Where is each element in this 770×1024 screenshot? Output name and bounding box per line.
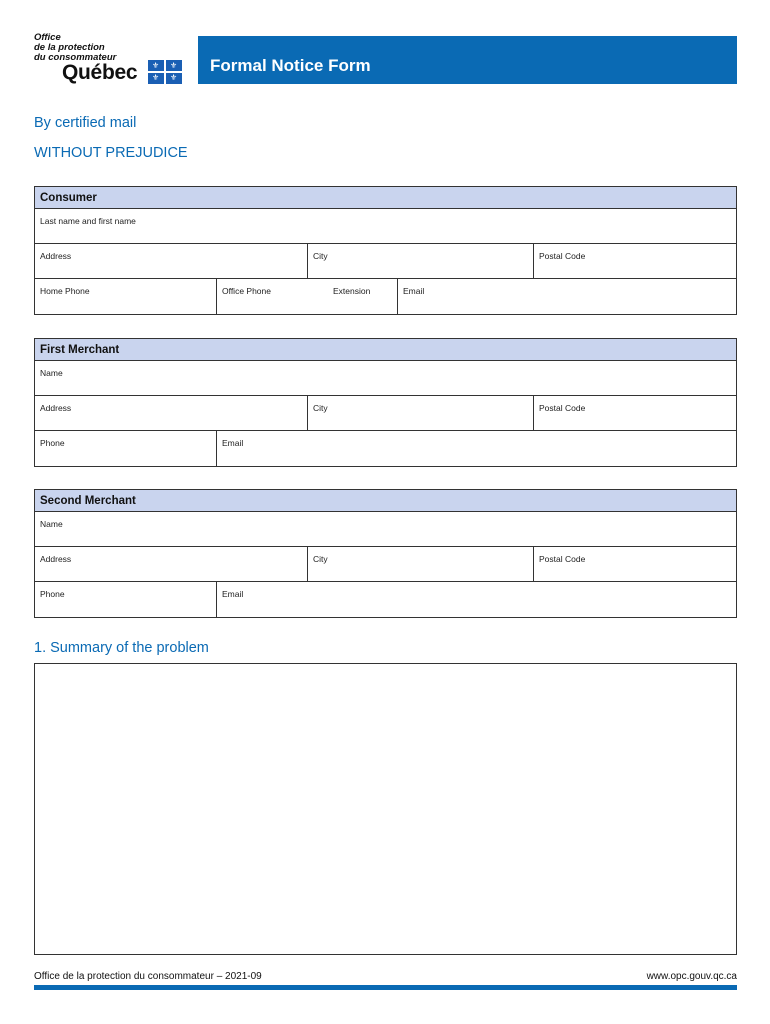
consumer-email-field[interactable] bbox=[397, 279, 738, 314]
first-merchant-contact-row bbox=[35, 431, 736, 466]
consumer-heading: Consumer bbox=[35, 187, 736, 209]
second-merchant-section bbox=[34, 489, 737, 618]
first-merchant-section bbox=[34, 338, 737, 467]
footer-website: www.opc.gouv.qc.ca bbox=[646, 971, 737, 982]
without-prejudice-text: WITHOUT PREJUDICE bbox=[34, 145, 188, 161]
footer-rule bbox=[34, 985, 737, 990]
first-merchant-name-field[interactable] bbox=[35, 361, 736, 395]
logo-line-office: Office bbox=[34, 32, 61, 43]
summary-title: 1. Summary of the problem bbox=[34, 640, 209, 656]
consumer-email-label: Email bbox=[403, 286, 425, 296]
second-merchant-name-label: Name bbox=[40, 519, 63, 529]
consumer-extension-field[interactable] bbox=[328, 279, 397, 314]
second-merchant-city-field[interactable] bbox=[307, 547, 533, 581]
second-merchant-address-row bbox=[35, 547, 736, 582]
first-merchant-name-row bbox=[35, 361, 736, 396]
second-merchant-email-label: Email bbox=[222, 589, 244, 599]
second-merchant-phone-field[interactable] bbox=[35, 582, 216, 617]
second-merchant-address-label: Address bbox=[40, 554, 72, 564]
logo-quebec: Québec bbox=[62, 61, 138, 84]
footer bbox=[34, 971, 737, 982]
second-merchant-city-label: City bbox=[313, 554, 328, 564]
opc-logo bbox=[34, 33, 194, 88]
page-title: Formal Notice Form bbox=[210, 56, 371, 75]
first-merchant-address-label: Address bbox=[40, 403, 72, 413]
consumer-postal-field[interactable] bbox=[533, 244, 738, 278]
consumer-extension-label: Extension bbox=[333, 286, 371, 296]
first-merchant-email-field[interactable] bbox=[216, 431, 738, 466]
fleurdelise-flag-icon: ⚜ ⚜ ⚜ ⚜ bbox=[148, 60, 182, 84]
consumer-section bbox=[34, 186, 737, 315]
logo-line-protection: de la protection bbox=[34, 42, 105, 53]
consumer-contact-row bbox=[35, 279, 736, 314]
consumer-postal-label: Postal Code bbox=[539, 251, 586, 261]
first-merchant-postal-label: Postal Code bbox=[539, 403, 586, 413]
first-merchant-address-row bbox=[35, 396, 736, 431]
consumer-office-phone-label: Office Phone bbox=[222, 286, 271, 296]
first-merchant-postal-field[interactable] bbox=[533, 396, 738, 430]
second-merchant-contact-row bbox=[35, 582, 736, 617]
consumer-name-label: Last name and first name bbox=[40, 216, 136, 226]
footer-left-text: Office de la protection du consommateur – 2021-09 bbox=[34, 971, 262, 982]
second-merchant-heading: Second Merchant bbox=[35, 490, 736, 512]
certified-mail-text: By certified mail bbox=[34, 115, 137, 131]
first-merchant-city-label: City bbox=[313, 403, 328, 413]
first-merchant-phone-field[interactable] bbox=[35, 431, 216, 466]
consumer-address-row bbox=[35, 244, 736, 279]
first-merchant-email-label: Email bbox=[222, 438, 244, 448]
consumer-address-field[interactable] bbox=[35, 244, 307, 278]
second-merchant-postal-field[interactable] bbox=[533, 547, 738, 581]
first-merchant-city-field[interactable] bbox=[307, 396, 533, 430]
second-merchant-email-field[interactable] bbox=[216, 582, 738, 617]
consumer-office-phone-field[interactable] bbox=[216, 279, 328, 314]
second-merchant-name-field[interactable] bbox=[35, 512, 736, 546]
consumer-name-field[interactable] bbox=[35, 209, 736, 243]
second-merchant-name-row bbox=[35, 512, 736, 547]
logo-line-consommateur: du consommateur bbox=[34, 52, 117, 63]
consumer-home-phone-field[interactable] bbox=[35, 279, 216, 314]
consumer-city-label: City bbox=[313, 251, 328, 261]
second-merchant-address-field[interactable] bbox=[35, 547, 307, 581]
title-banner bbox=[198, 36, 737, 84]
first-merchant-name-label: Name bbox=[40, 368, 63, 378]
consumer-address-label: Address bbox=[40, 251, 72, 261]
consumer-name-row bbox=[35, 209, 736, 244]
second-merchant-postal-label: Postal Code bbox=[539, 554, 586, 564]
consumer-city-field[interactable] bbox=[307, 244, 533, 278]
consumer-home-phone-label: Home Phone bbox=[40, 286, 90, 296]
first-merchant-heading: First Merchant bbox=[35, 339, 736, 361]
second-merchant-phone-label: Phone bbox=[40, 589, 65, 599]
summary-textarea[interactable] bbox=[34, 663, 737, 955]
first-merchant-phone-label: Phone bbox=[40, 438, 65, 448]
first-merchant-address-field[interactable] bbox=[35, 396, 307, 430]
